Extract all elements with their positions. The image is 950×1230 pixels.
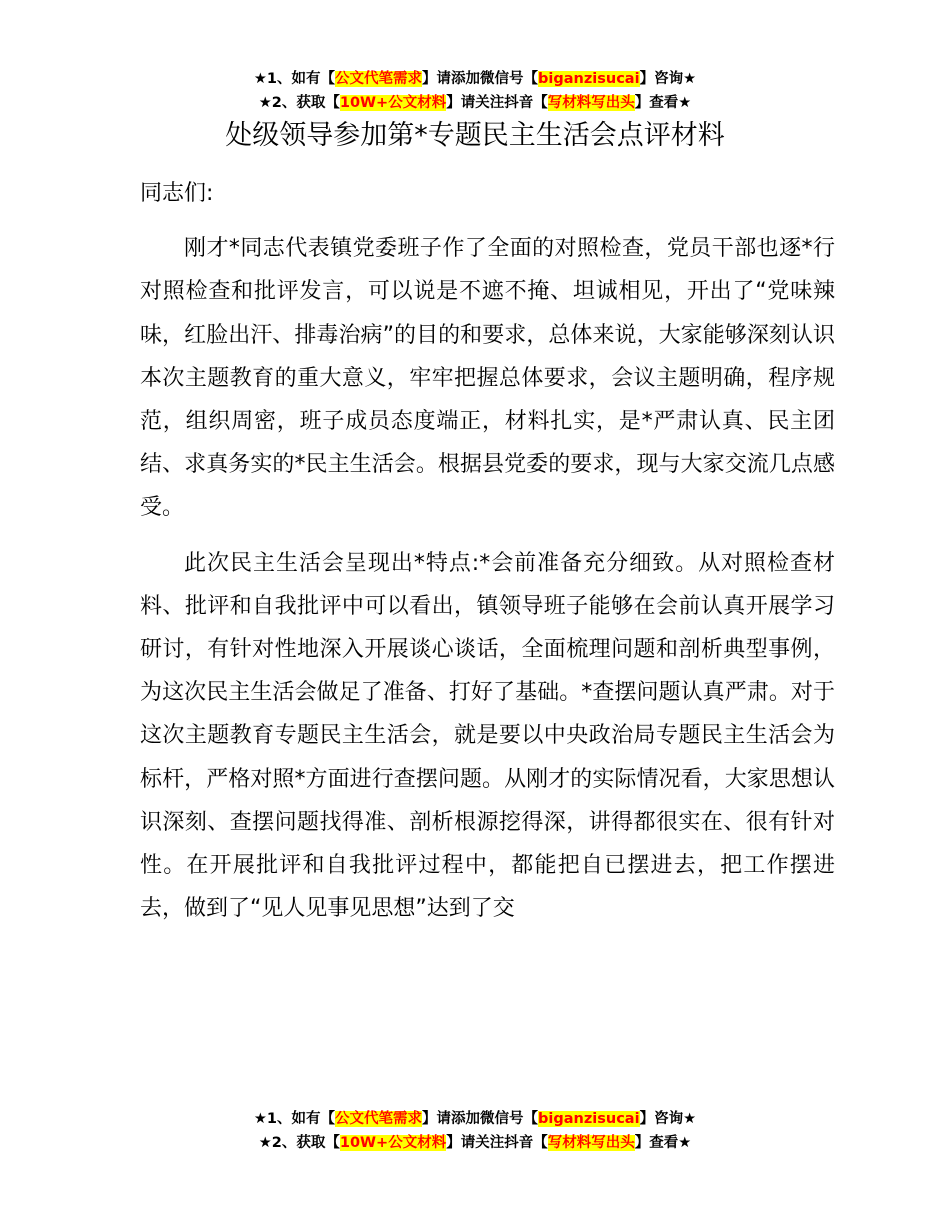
document-body (140, 172, 835, 942)
highlight-service: 公文代笔需求 (335, 71, 423, 87)
footer-banner-line-1: ★1、如有【公文代笔需求】请添加微信号【biganzisucai】咨询★ (253, 1111, 697, 1127)
paragraph-1: 刚才*同志代表镇党委班子作了全面的对照检查，党员干部也逐*行对照检查和批评发言，可以说是不遮不掩、坦诚相见，开出了“党味辣味，红脸出汗、排毒治病”的目的和要求，总体来说，大家能够深刻认识本次主题教育的重大意义，牢牢把握总体要求，会议主题明确，程序规范，组织周密，班子成员态度端正，材料扎实，是*严肃认真、民主团结、求真务实的*民主生活会。根据县党委的要求，现与大家交流几点感受。 (140, 236, 835, 521)
footer-highlight-douyin: 写材料写出头 (547, 1135, 635, 1151)
footer-highlight-materials: 10W+公文材料 (339, 1135, 447, 1151)
highlight-materials: 10W+公文材料 (339, 95, 447, 111)
footer-highlight-wechat-id: biganzisucai (538, 1111, 640, 1127)
salutation: 同志们: (140, 181, 214, 206)
paragraph-2: 此次民主生活会呈现出*特点:*会前准备充分细致。从对照检查材料、批评和自我批评中可以看出，镇领导班子能够在会前认真开展学习研讨，有针对性地深入开展谈心谈话，全面梳理问题和剖析典型事例，为这次民主生活会做足了准备、打好了基础。*查摆问题认真严肃。对于这次主题教育专题民主生活会，就是要以中央政治局专题民主生活会为标杆，严格对照*方面进行查摆问题。从刚才的实际情况看，大家思想认识深刻、查摆问题找得准、剖析根源挖得深，讲得都很实在、很有针对性。在开展批评和自我批评过程中，都能把自已摆进去，把工作摆进去，做到了“见人见事见思想”达到了交 (140, 550, 835, 922)
banner-line-2: ★2、获取【10W+公文材料】请关注抖音【写材料写出头】查看★ (258, 95, 692, 111)
document-title: 处级领导参加第*专题民主生活会点评材料 (225, 120, 725, 151)
header-banner (0, 67, 950, 115)
footer-banner (0, 1107, 950, 1155)
banner-line-1: ★1、如有【公文代笔需求】请添加微信号【biganzisucai】咨询★ (253, 71, 697, 87)
highlight-douyin: 写材料写出头 (547, 95, 635, 111)
footer-banner-line-2: ★2、获取【10W+公文材料】请关注抖音【写材料写出头】查看★ (258, 1135, 692, 1151)
footer-highlight-service: 公文代笔需求 (335, 1111, 423, 1127)
highlight-wechat-id: biganzisucai (538, 71, 640, 87)
